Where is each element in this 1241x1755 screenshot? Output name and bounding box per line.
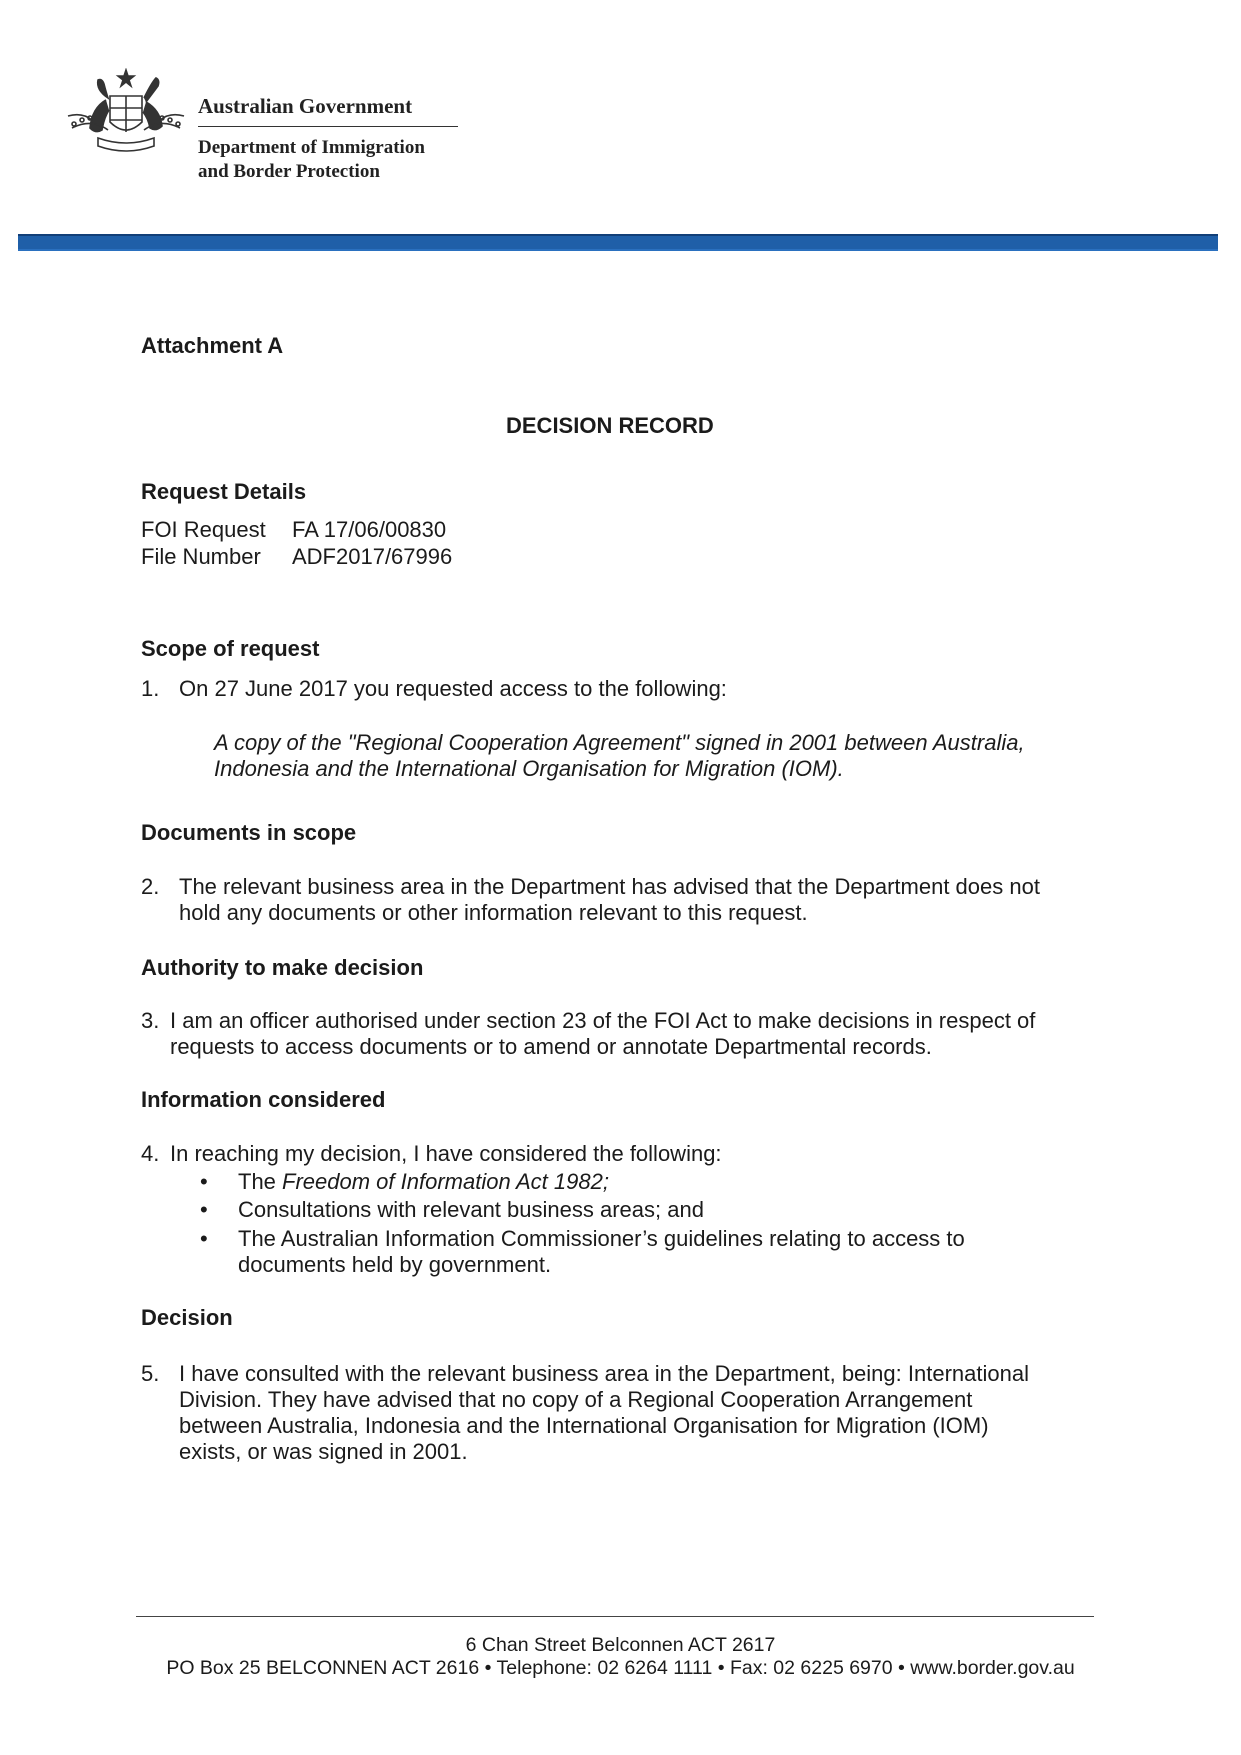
scope-heading: Scope of request bbox=[141, 636, 320, 661]
footer-telephone: Telephone: 02 6264 1111 bbox=[496, 1657, 713, 1679]
bullet-icon: • bbox=[200, 1169, 208, 1194]
paragraph-number: 3. bbox=[141, 1008, 160, 1033]
decision-text-line3: between Australia, Indonesia and the International Organisation for Migration (IOM) bbox=[179, 1413, 989, 1438]
footer-po-box: PO Box 25 BELCONNEN ACT 2616 bbox=[166, 1657, 480, 1679]
authority-text-line1: I am an officer authorised under section 23 of the FOI Act to make decisions in respect of bbox=[170, 1008, 1036, 1033]
scope-quote-line2: Indonesia and the International Organisation for Migration (IOM). bbox=[214, 756, 844, 781]
bullet-icon: • bbox=[200, 1226, 208, 1251]
bullet-icon: • bbox=[200, 1197, 208, 1222]
letterhead bbox=[198, 94, 458, 184]
request-details-heading: Request Details bbox=[141, 479, 307, 504]
information-heading: Information considered bbox=[141, 1087, 386, 1112]
decision-text-line4: exists, or was signed in 2001. bbox=[179, 1439, 468, 1464]
footer-address: 6 Chan Street Belconnen ACT 2617 bbox=[465, 1634, 776, 1656]
decision-heading: Decision bbox=[141, 1305, 233, 1330]
authority-heading: Authority to make decision bbox=[141, 955, 424, 980]
scope-text: On 27 June 2017 you requested access to the following: bbox=[179, 676, 727, 701]
department-name-line2: and Border Protection bbox=[198, 161, 380, 182]
separator-icon: • bbox=[717, 1657, 725, 1679]
page-title: DECISION RECORD bbox=[506, 413, 714, 438]
government-name: Australian Government bbox=[198, 94, 458, 127]
information-text: In reaching my decision, I have considered the following: bbox=[170, 1141, 722, 1166]
list-item: • Consultations with relevant business areas; and bbox=[200, 1197, 704, 1222]
australian-coat-of-arms-icon bbox=[62, 68, 190, 164]
scope-quote-line1: A copy of the "Regional Cooperation Agreement" signed in 2001 between Australia, bbox=[214, 730, 1025, 755]
paragraph-number: 4. bbox=[141, 1141, 160, 1166]
documents-text-line1: The relevant business area in the Department has advised that the Department does not bbox=[179, 874, 1040, 899]
separator-icon: • bbox=[484, 1657, 492, 1679]
authority-text-line2: requests to access documents or to amend or annotate Departmental records. bbox=[170, 1034, 932, 1059]
list-item: • The Freedom of Information Act 1982; bbox=[200, 1169, 609, 1194]
file-number-value: ADF2017/67996 bbox=[292, 544, 453, 569]
footer-rule bbox=[136, 1616, 1094, 1617]
attachment-label: Attachment A bbox=[141, 333, 284, 358]
documents-text-line2: hold any documents or other information relevant to this request. bbox=[179, 900, 808, 925]
header-banner bbox=[18, 234, 1218, 251]
paragraph-number: 1. bbox=[141, 676, 160, 701]
documents-heading: Documents in scope bbox=[141, 820, 357, 845]
list-item: • The Australian Information Commissioner’s guidelines relating to access to documents held by government. bbox=[200, 1226, 965, 1277]
footer-contact bbox=[0, 1656, 1241, 1680]
decision-text-line2: Division. They have advised that no copy of a Regional Cooperation Arrangement bbox=[179, 1387, 973, 1412]
considered-list bbox=[200, 1168, 965, 1278]
paragraph-number: 5. bbox=[141, 1361, 160, 1386]
paragraph-number: 2. bbox=[141, 874, 160, 899]
footer-website: www.border.gov.au bbox=[910, 1657, 1075, 1679]
separator-icon: • bbox=[898, 1657, 905, 1679]
decision-text-line1: I have consulted with the relevant business area in the Department, being: International bbox=[179, 1361, 1029, 1386]
file-number-label: File Number bbox=[141, 544, 261, 569]
foi-request-value: FA 17/06/00830 bbox=[292, 517, 447, 542]
foi-request-label: FOI Request bbox=[141, 517, 266, 542]
footer-fax: Fax: 02 6225 6970 bbox=[729, 1657, 893, 1679]
department-name-line1: Department of Immigration bbox=[198, 137, 425, 158]
